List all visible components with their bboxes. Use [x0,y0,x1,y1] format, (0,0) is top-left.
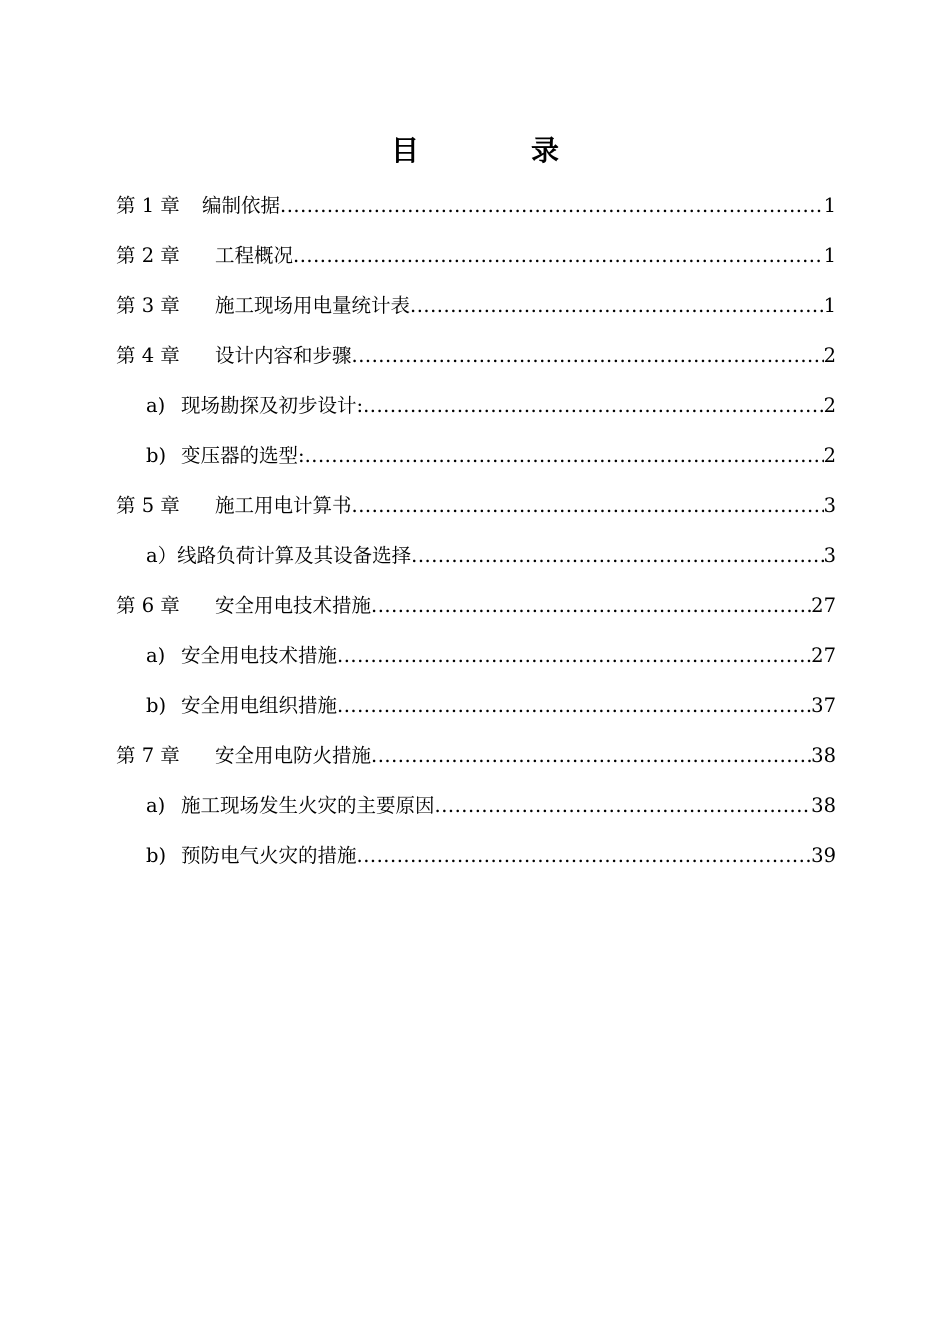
toc-entry-text: 工程概况 [215,244,294,267]
toc-entry-page: 1 [823,244,836,267]
toc-title [0,131,950,171]
toc-dot-leader [357,843,812,869]
toc-entry-chapter-4[interactable] [116,331,836,381]
toc-entry-text: 编制依据 [202,194,281,217]
toc-dot-leader [352,493,824,519]
toc-entry-text: 设计内容和步骤 [215,344,352,367]
toc-entry-chapter-7[interactable] [116,731,836,781]
toc-entry-text: 施工现场发生火灾的主要原因 [181,794,435,817]
toc-entry-page: 2 [823,344,836,367]
toc-dot-leader [410,293,824,319]
toc-entry-section-4b[interactable] [116,431,836,481]
toc-entry-number: 第 4 章 [116,344,180,367]
toc-dot-leader [337,643,811,669]
toc-entry-number: 第 3 章 [116,294,180,317]
toc-dot-leader [280,193,824,219]
toc-entry-page: 39 [811,844,836,867]
toc-entry-page: 3 [823,494,836,517]
toc-entry-text: 变压器的选型: [181,444,305,467]
toc-entry-chapter-3[interactable] [116,281,836,331]
toc-entry-section-7a[interactable] [116,781,836,831]
toc-list [116,181,836,881]
toc-entry-section-6a[interactable] [116,631,836,681]
toc-title-char-2: 录 [531,134,560,167]
toc-entry-page: 3 [823,544,836,567]
toc-entry-page: 37 [811,694,836,717]
toc-entry-text: 施工用电计算书 [215,494,352,517]
toc-entry-section-5a[interactable] [116,531,836,581]
toc-entry-section-4a[interactable] [116,381,836,431]
toc-entry-number: 第 7 章 [116,744,180,767]
toc-dot-leader [435,793,812,819]
toc-entry-number: b) [146,694,167,717]
toc-entry-number: 第 6 章 [116,594,180,617]
toc-entry-text: 预防电气火灾的措施 [181,844,357,867]
toc-entry-chapter-5[interactable] [116,481,836,531]
toc-entry-text: 安全用电技术措施 [215,594,372,617]
toc-entry-chapter-2[interactable] [116,231,836,281]
toc-entry-page: 2 [823,394,836,417]
toc-entry-chapter-1[interactable] [116,181,836,231]
toc-entry-page: 2 [823,444,836,467]
toc-entry-text: 安全用电组织措施 [181,694,338,717]
toc-entry-page: 1 [823,294,836,317]
toc-entry-number: b) [146,444,167,467]
toc-entry-number: a) [146,644,166,667]
toc-dot-leader [293,243,824,269]
toc-entry-page: 38 [811,744,836,767]
toc-dot-leader [371,743,811,769]
toc-title-char-1: 目 [390,134,419,167]
toc-entry-section-7b[interactable] [116,831,836,881]
toc-entry-text: 现场勘探及初步设计: [181,394,364,417]
toc-entry-number: 第 2 章 [116,244,180,267]
toc-dot-leader [305,443,824,469]
toc-entry-page: 38 [811,794,836,817]
toc-entry-chapter-6[interactable] [116,581,836,631]
toc-entry-page: 1 [823,194,836,217]
toc-dot-leader [411,543,823,569]
toc-entry-text: 施工现场用电量统计表 [215,294,411,317]
toc-entry-page: 27 [811,594,836,617]
toc-entry-text: 安全用电技术措施 [181,644,338,667]
toc-entry-number: 第 1 章 [116,194,180,217]
toc-dot-leader [363,393,824,419]
toc-dot-leader [371,593,811,619]
toc-entry-page: 27 [811,644,836,667]
toc-entry-text: a）线路负荷计算及其设备选择 [146,544,412,567]
toc-dot-leader [337,693,811,719]
toc-dot-leader [352,343,824,369]
toc-entry-number: 第 5 章 [116,494,180,517]
toc-entry-text: 安全用电防火措施 [215,744,372,767]
toc-entry-number: a) [146,794,166,817]
toc-entry-number: b) [146,844,167,867]
toc-entry-number: a) [146,394,166,417]
toc-entry-section-6b[interactable] [116,681,836,731]
